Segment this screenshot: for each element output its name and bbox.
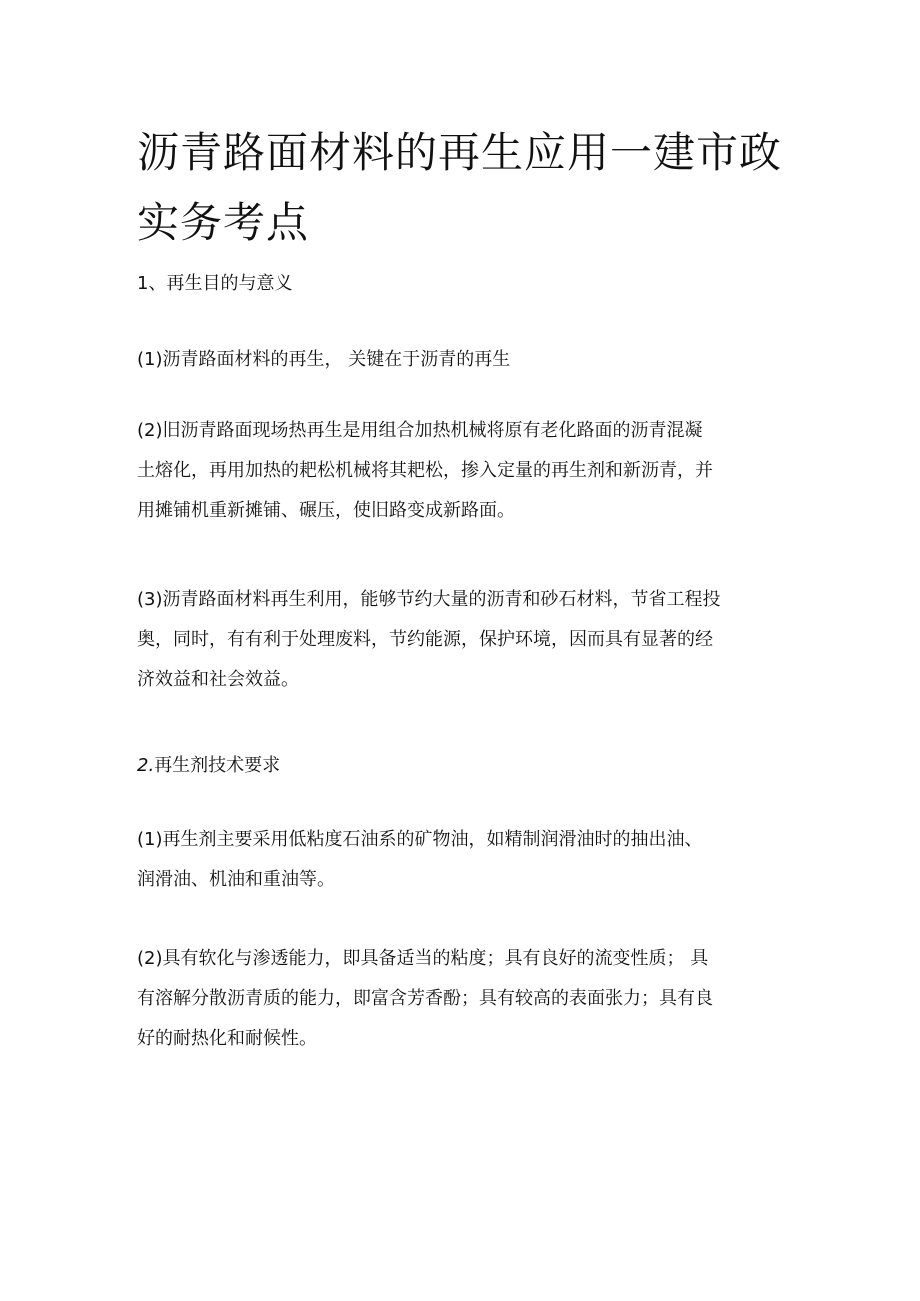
paragraph-line: 好的耐热化和耐候性。: [137, 1028, 317, 1049]
paragraph-line: 土熔化，再用加热的耙松机械将其耙松，掺入定量的再生剂和新沥青，并: [137, 460, 713, 481]
title-line-2: 实务考点: [137, 198, 310, 247]
section-1-paragraph-1: [137, 340, 787, 380]
paragraph-line: (3)沥青路面材料再生利用，能够节约大量的沥青和砂石材料，节省工程投: [137, 589, 721, 610]
paragraph-line: 润滑油、机油和重油等。: [137, 869, 335, 890]
paragraph-line: (2)具有软化与渗透能力，即具备适当的粘度；具有良好的流变性质； 具: [137, 948, 709, 969]
document-title: [137, 118, 797, 258]
paragraph-line: (1)沥青路面材料的再生， 关键在于沥青的再生: [137, 349, 511, 370]
paragraph-line: 有溶解分散沥青质的能力，即富含芳香酚；具有较高的表面张力；具有良: [137, 988, 713, 1009]
paragraph-line: (2)旧沥青路面现场热再生是用组合加热机械将原有老化路面的沥青混凝: [137, 420, 703, 441]
paragraph-line: (1)再生剂主要采用低粘度石油系的矿物油，如精制润滑油时的抽出油、: [137, 829, 703, 850]
section-2-paragraph-2: [137, 939, 787, 1059]
paragraph-line: 奥，同时，有有利于处理废料，节约能源，保护环境，因而具有显著的经: [137, 629, 713, 650]
paragraph-line: 济效益和社会效益。: [137, 669, 299, 690]
section-heading: [137, 746, 787, 786]
section-1-heading: [137, 264, 787, 304]
section-2-paragraph-1: [137, 820, 787, 900]
title-line-1: 沥青路面材料的再生应用一建市政: [137, 128, 783, 177]
section-number: 2.: [137, 755, 155, 776]
section-heading-text: 再生剂技术要求: [154, 755, 281, 776]
section-1-paragraph-2: [137, 411, 787, 531]
section-heading: 1、再生目的与意义: [137, 273, 293, 294]
section-2-heading: [137, 746, 787, 786]
section-1-paragraph-3: [137, 580, 787, 700]
paragraph-line: 用摊铺机重新摊铺、碾压，使旧路变成新路面。: [137, 500, 515, 521]
